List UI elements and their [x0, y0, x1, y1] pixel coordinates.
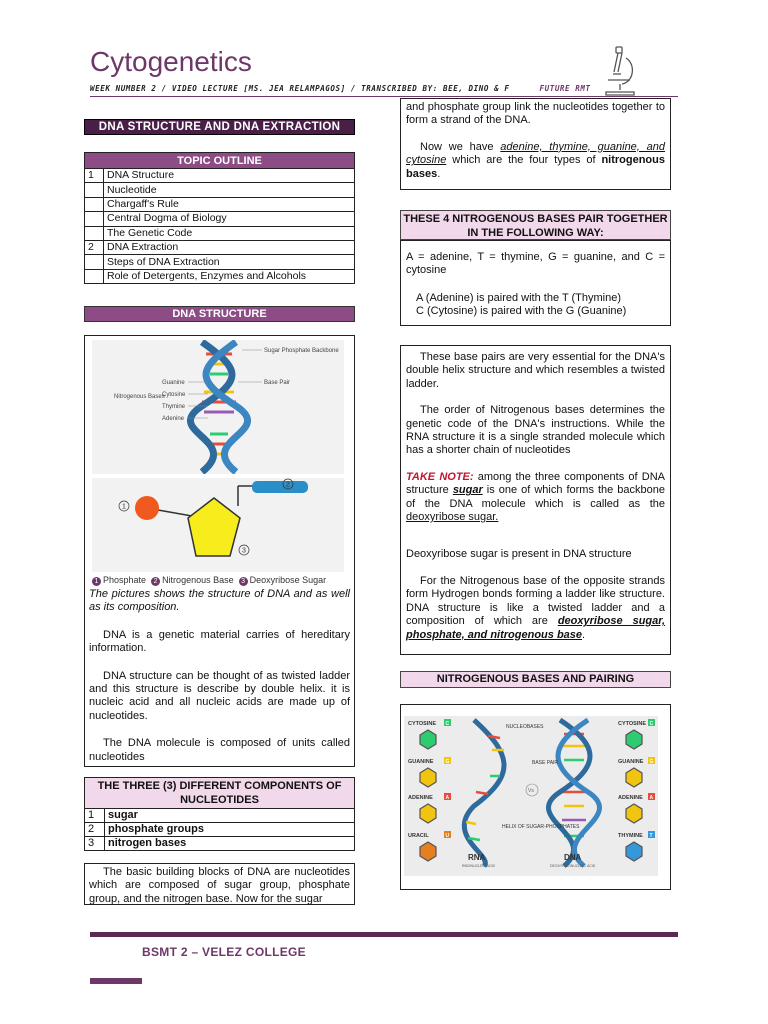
nbp-heading: NITROGENOUS BASES AND PAIRING: [400, 671, 671, 688]
table-row: 1 sugar: [85, 809, 355, 823]
label-cytosine: Cytosine: [162, 392, 186, 398]
section-title: DNA STRUCTURE AND DNA EXTRACTION: [84, 119, 355, 135]
table-row: 1 DNA Structure: [85, 169, 355, 183]
paragraph: A = adenine, T = thymine, G = guanine, and C = cytosine: [406, 251, 665, 277]
table-row: 3 nitrogen bases: [85, 837, 355, 851]
label-sugar-backbone: Sugar Phosphate Backbone: [264, 348, 339, 354]
table-row: Role of Detergents, Enzymes and Alcohols: [85, 269, 355, 283]
nucleotide-image: [92, 478, 344, 572]
pair-line: A (Adenine) is paired with the T (Thymine): [416, 291, 622, 304]
label-nitrogenous-bases: Nitrogenous Bases: [114, 394, 165, 400]
svg-text:DEOXYRIBONUCLEIC ACID: DEOXYRIBONUCLEIC ACID: [550, 864, 596, 868]
svg-text:C: C: [445, 721, 450, 727]
bases-list: adenine, thymine, guanine, and cytosine: [406, 140, 665, 167]
svg-text:HELIX OF SUGAR-PHOSPHATES: HELIX OF SUGAR-PHOSPHATES: [502, 824, 580, 830]
svg-text:ADENINE: ADENINE: [618, 795, 643, 801]
base-shape: [252, 481, 308, 493]
paragraph: DNA structure can be thought of as twisted ladder and this structure is describe by double helix. it is nucleic acid and all nucleic acids are made up of nucleotides.: [89, 669, 350, 722]
svg-text:G: G: [445, 759, 450, 765]
components-heading: THE THREE (3) DIFFERENT COMPONENTS OF NUCLEOTIDES: [85, 778, 355, 809]
pair-line: C (Cytosine) is paired with the G (Guanine): [416, 305, 627, 318]
take-note-paragraph: TAKE NOTE: among the three components of DNA structure sugar is one of which forms the backbone of the DNA molecule which is called as the deoxyribose sugar.: [406, 470, 665, 524]
continued-box: [400, 98, 671, 190]
table-row: Chargaff's Rule: [85, 197, 355, 211]
svg-text:Vs: Vs: [528, 788, 534, 794]
svg-text:3: 3: [242, 547, 246, 555]
header-tag: FUTURE RMT: [539, 84, 591, 93]
phosphate-shape: [135, 496, 159, 520]
header-rule: [90, 96, 678, 97]
label-adenine: Adenine: [162, 416, 185, 422]
svg-text:GUANINE: GUANINE: [618, 759, 644, 765]
sugar-shape: [188, 498, 240, 556]
dna-text: [89, 588, 350, 764]
paragraph: These base pairs are very essential for the DNA's double helix structure and which resembles a twisted ladder.: [406, 351, 665, 390]
topic-outline-table: [84, 152, 355, 284]
svg-text:NUCLEOBASES: NUCLEOBASES: [506, 724, 544, 730]
topic-outline-heading: TOPIC OUTLINE: [85, 153, 355, 169]
paragraph: The DNA molecule is composed of units called nucleotides: [89, 737, 350, 763]
table-row: Steps of DNA Extraction: [85, 255, 355, 269]
svg-text:2: 2: [286, 481, 290, 489]
svg-text:GUANINE: GUANINE: [408, 759, 434, 765]
label-guanine: Guanine: [162, 380, 185, 386]
dna-label: DNA: [564, 853, 582, 862]
base-pairs-box: [400, 345, 671, 655]
header-credits: WEEK NUMBER 2 / VIDEO LECTURE [MS. JEA RELAMPAGOS] / TRANSCRIBED BY: BEE, DINO & F: [90, 84, 510, 93]
bases-paragraph: Now we have adenine, thymine, guanine, and cytosine which are the four types of nitrogenous bases.: [406, 140, 665, 180]
svg-text:A: A: [445, 795, 450, 801]
svg-text:A: A: [649, 795, 654, 801]
svg-text:G: G: [649, 759, 654, 765]
pairing-box: [400, 240, 671, 326]
table-row: Nucleotide: [85, 183, 355, 197]
svg-text:ADENINE: ADENINE: [408, 795, 433, 801]
figure-caption: The pictures shows the structure of DNA and as well as its composition.: [89, 588, 350, 614]
rna-dna-image: [404, 716, 658, 876]
building-blocks-box: [84, 863, 355, 905]
rna-dna-figure: [404, 716, 658, 876]
paragraph: Deoxyribose sugar is present in DNA structure: [406, 548, 632, 561]
svg-text:CYTOSINE: CYTOSINE: [618, 721, 647, 727]
svg-text:T: T: [649, 833, 653, 839]
paragraph: and phosphate group link the nucleotides together to form a strand of the DNA.: [406, 101, 665, 127]
svg-text:C: C: [649, 721, 654, 727]
svg-text:RIBONUCLEIC ACID: RIBONUCLEIC ACID: [462, 864, 496, 868]
table-row: The Genetic Code: [85, 226, 355, 240]
microscope-icon: [600, 44, 640, 96]
footer-text: BSMT 2 – VELEZ COLLEGE: [142, 945, 306, 959]
paragraph: For the Nitrogenous base of the opposite strands form Hydrogen bonds forming a ladder like structure. DNA structure is like a twisted ladder and a composition of which are deoxyribose sugar, phosphate, and nitrogenous base.: [406, 574, 665, 641]
svg-text:1: 1: [122, 503, 126, 511]
table-row: Central Dogma of Biology: [85, 212, 355, 226]
paragraph: DNA is a genetic material carries of hereditary information.: [89, 628, 350, 655]
label-base-pair: Base Pair: [264, 380, 291, 386]
table-row: 2 phosphate groups: [85, 823, 355, 837]
page-title: Cytogenetics: [90, 46, 252, 77]
svg-text:URACIL: URACIL: [408, 833, 429, 839]
paragraph: The order of Nitrogenous bases determines the genetic code of the DNA's instructions. While the RNA structure it is a single stranded molecule which has a shorter chain of nucleotides: [406, 404, 665, 457]
nucleotide-legend: 1 Phosphate 2 Nitrogenous Base 3 Deoxyribose Sugar: [92, 575, 352, 586]
label-thymine: Thymine: [162, 404, 186, 410]
svg-text:U: U: [445, 833, 450, 839]
svg-text:CYTOSINE: CYTOSINE: [408, 721, 437, 727]
rna-label: RNA: [468, 853, 486, 862]
nucleotide-figure: [92, 478, 344, 572]
footer-rule: [90, 932, 678, 937]
take-note-label: TAKE NOTE:: [406, 470, 474, 483]
svg-text:BASE PAIR: BASE PAIR: [532, 760, 559, 766]
dna-helix-figure: [92, 340, 344, 474]
pairing-heading: THESE 4 NITROGENOUS BASES PAIR TOGETHER IN THE FOLLOWING WAY:: [400, 210, 671, 240]
components-table: [84, 777, 355, 851]
header-subline: [90, 84, 591, 93]
dna-structure-heading: DNA STRUCTURE: [84, 306, 355, 322]
footer-corner-mark: [90, 978, 142, 984]
svg-text:THYMINE: THYMINE: [618, 833, 643, 839]
table-row: 2 DNA Extraction: [85, 240, 355, 254]
dna-helix-image: [92, 340, 344, 474]
paragraph: The basic building blocks of DNA are nucleotides which are composed of sugar group, phosphate group, and the nitrogen base. Now for the sugar: [89, 866, 350, 905]
